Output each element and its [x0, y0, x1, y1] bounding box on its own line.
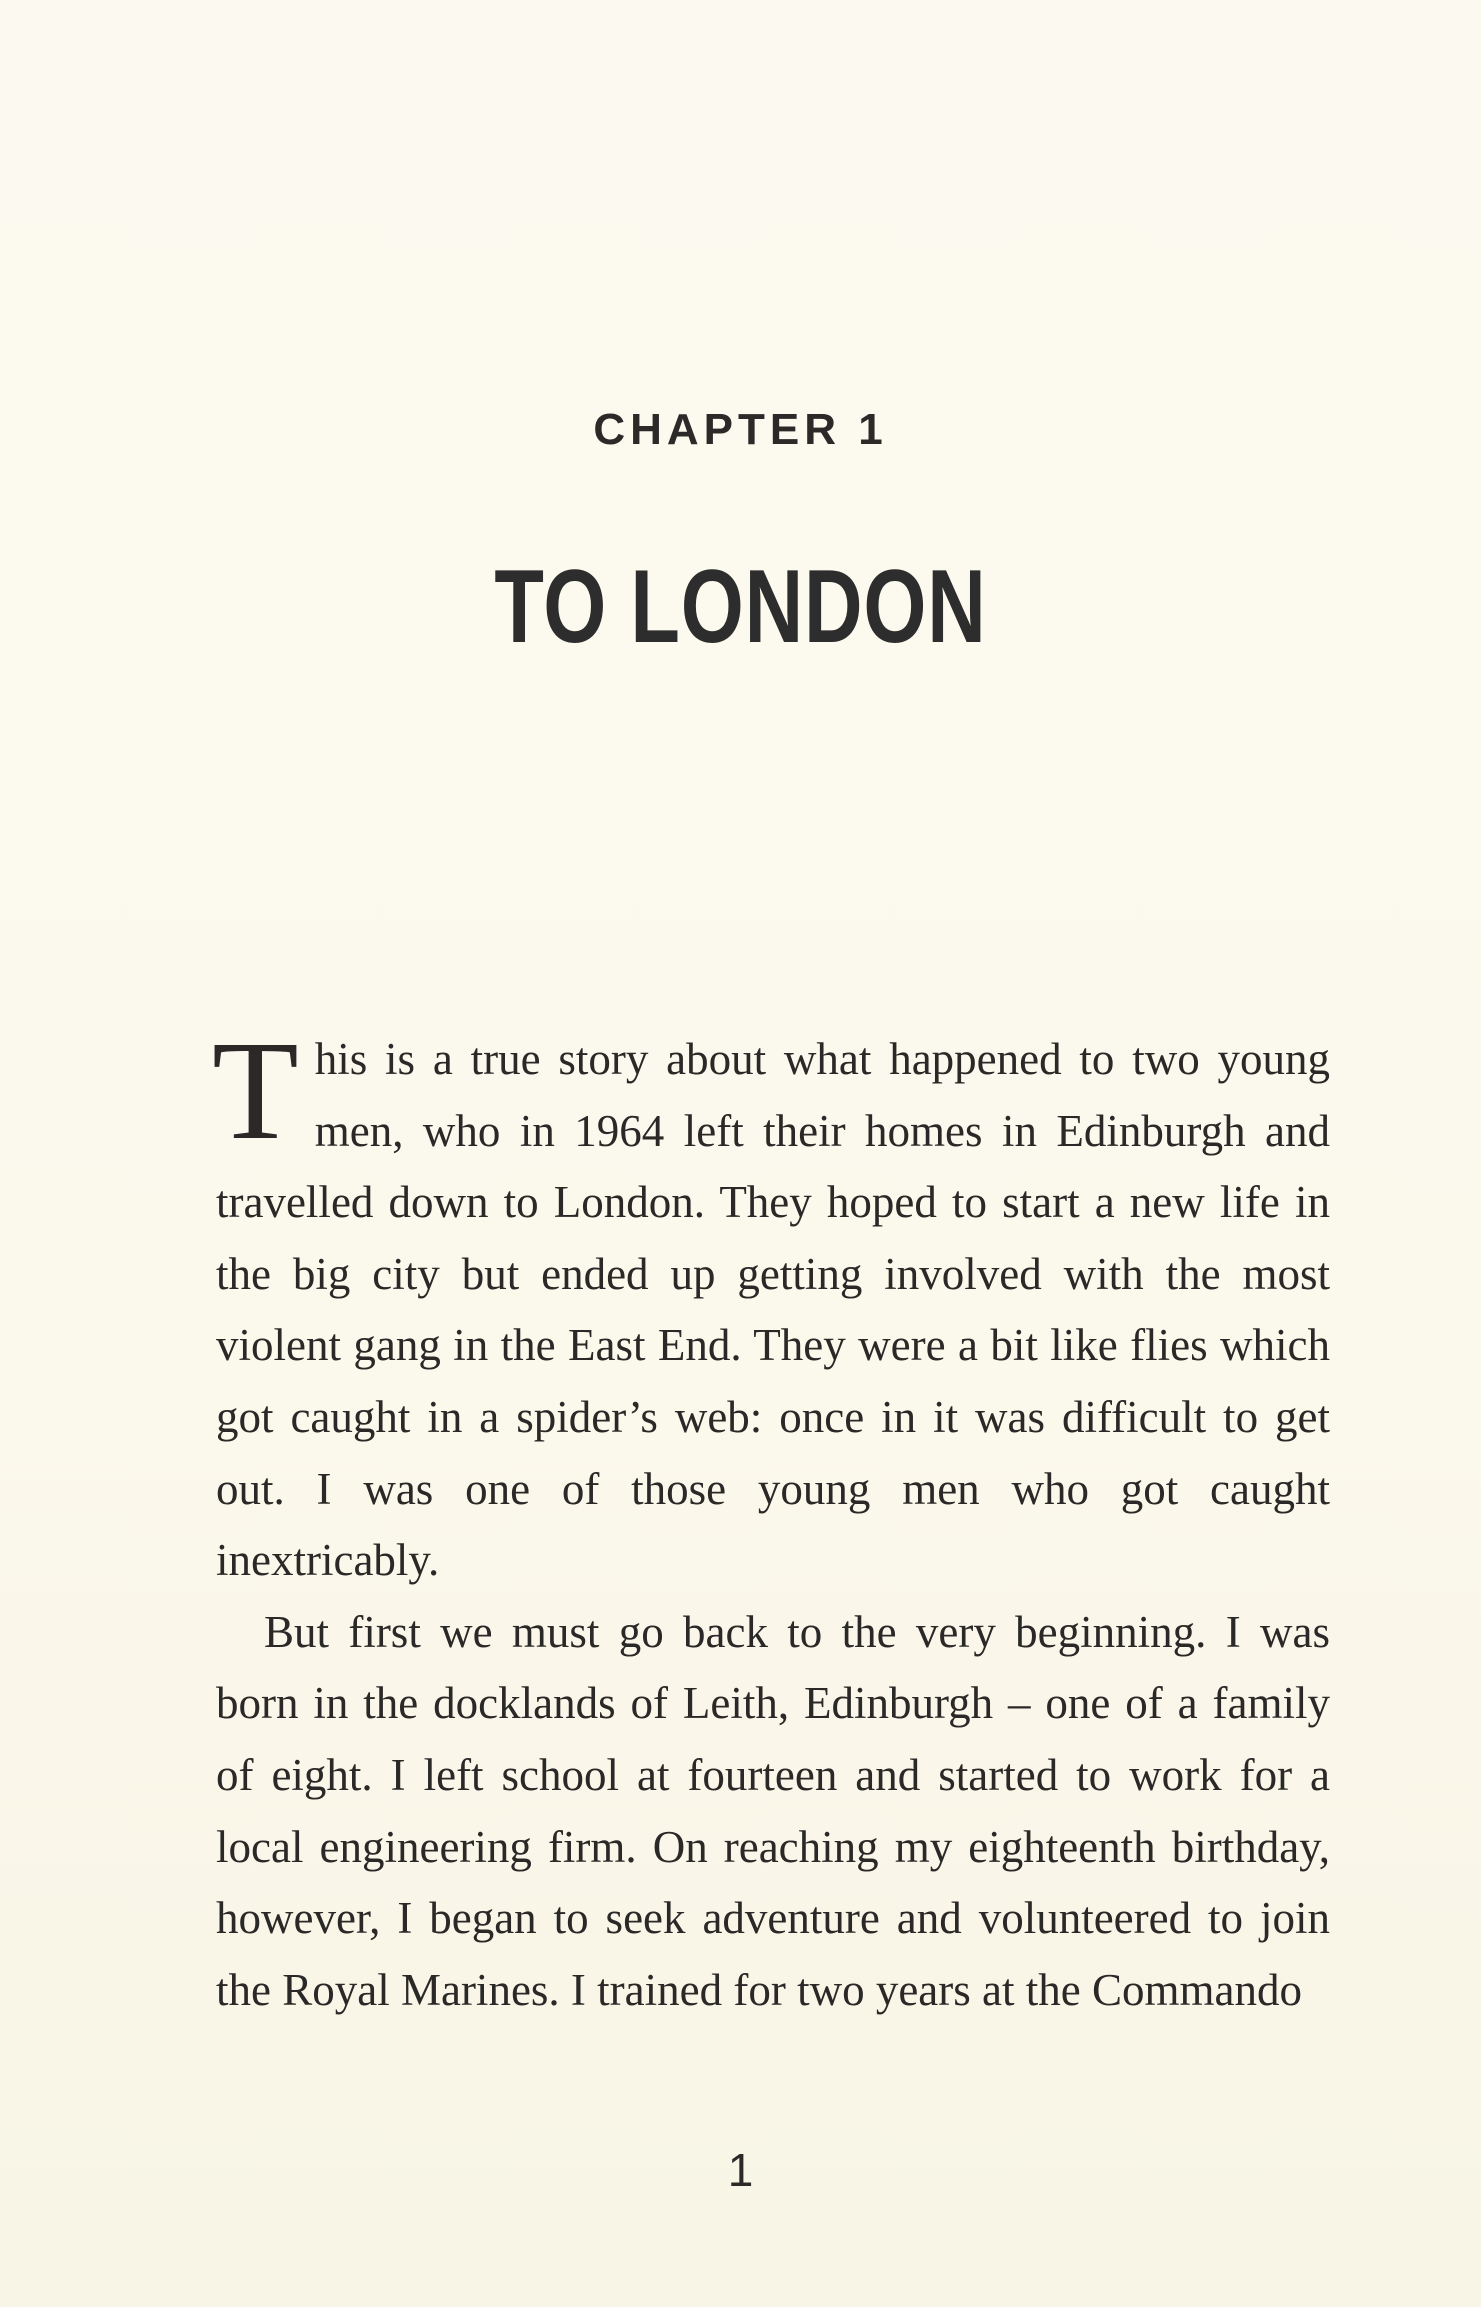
paragraph-1	[212, 1011, 1330, 1597]
chapter-title: TO LONDON	[494, 549, 987, 665]
page-number: 1	[727, 2144, 754, 2196]
chapter-label: CHAPTER 1	[593, 405, 888, 454]
paragraph-1-text: his is a true story about what happened to two young men, who in 1964 left their homes in Edinburgh and travelled down to London. They hoped to start a new life in the big city but ended up getting involved with the most violent gang in the East End. They were a bit like flies which got caught in a spider’s web: once in it was difficult to get out. I was one of those young men who got caught inextricably.	[216, 1034, 1330, 1586]
chapter-body	[212, 1011, 1330, 2026]
paragraph-2: But first we must go back to the very beginning. I was born in the docklands of Leith, Edinburgh – one of a family of eight. I left school at fourteen and started to work for a local engineering firm. On reaching my eighteenth birthday, however, I began to seek adventure and volunteered to join the Royal Marines. I trained for two years at the Commando	[216, 1606, 1330, 2015]
drop-cap: T	[212, 1011, 299, 1169]
